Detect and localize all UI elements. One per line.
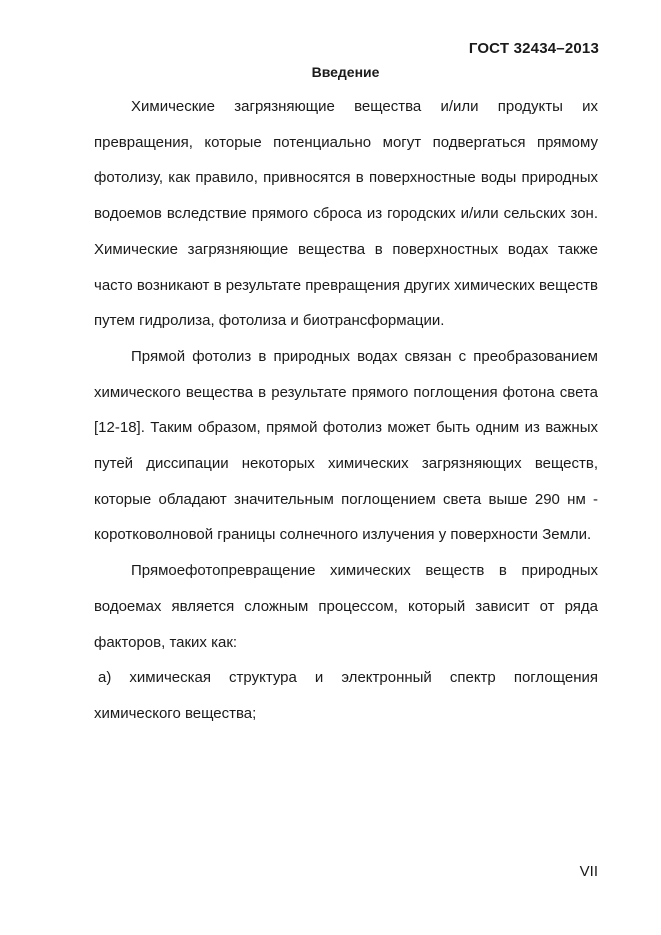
standard-header: ГОСТ 32434–2013	[468, 40, 599, 57]
document-body	[94, 89, 598, 732]
page-number: VII	[579, 863, 598, 880]
paragraph-3: Прямоефотопревращение химических веществ в природных водоемах является сложным процессом, который зависит от ряда факторов, таких как:	[94, 562, 598, 651]
section-title: Введение	[311, 64, 380, 80]
paragraph-1: Химические загрязняющие вещества и/или продукты их превращения, которые потенциально могут подвергаться прямому фотолизу, как правило, привносятся в поверхностные воды природных водоемов вследствие прямого сброса из городских и/или сельских зон. Химические загрязняющие вещества в поверхностных водах также часто возникают в результате превращения других химических веществ путем гидролиза, фотолиза и биотрансформации.	[94, 98, 598, 330]
paragraph-2: Прямой фотолиз в природных водах связан с преобразованием химического вещества в результате прямого поглощения фотона света [12-18]. Таким образом, прямой фотолиз может быть одним из важных путей диссипации некоторых химических загрязняющих веществ, которые обладают значительным поглощением света выше 290 нм - коротковолновой границы солнечного излучения у поверхности Земли.	[94, 347, 598, 544]
list-item-a: а) химическая структура и электронный спектр поглощения химического вещества;	[94, 669, 598, 722]
